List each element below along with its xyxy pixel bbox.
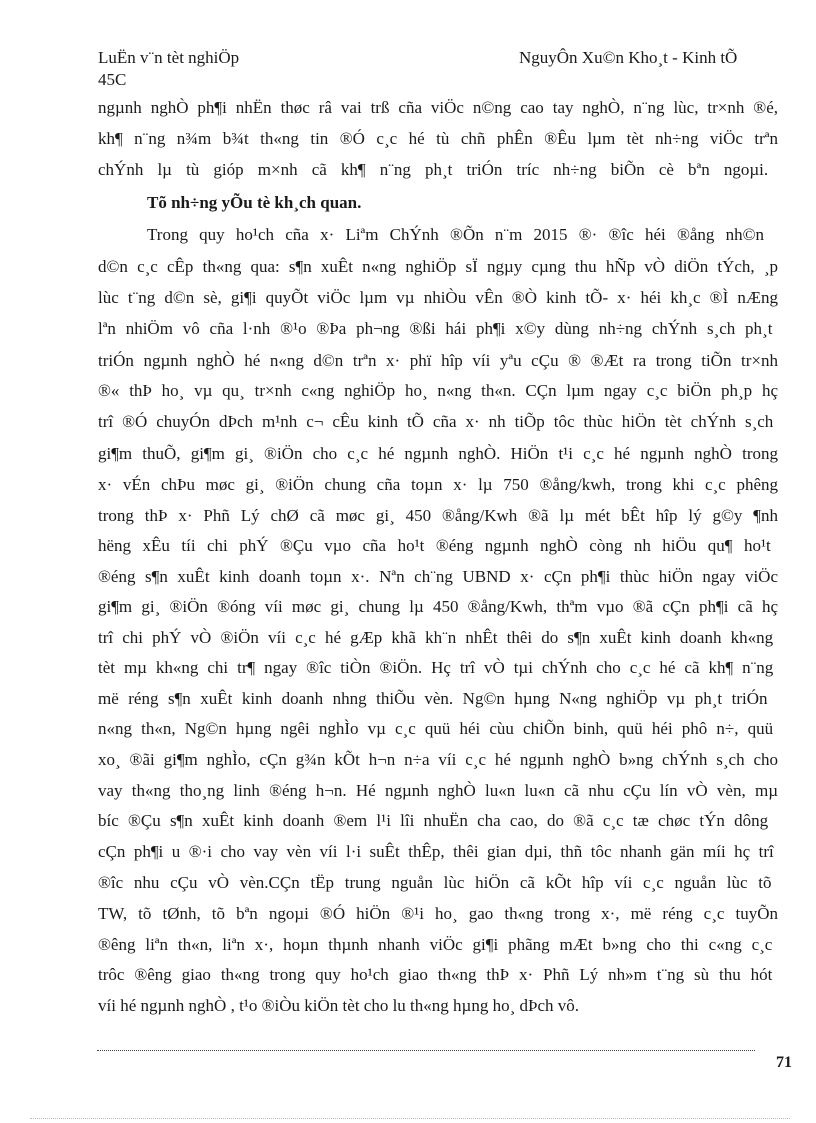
paragraph-line: gi¶m thuÕ, gi¶m gi¸ ®iÖn cho c¸c hé ngµnh nghÒ. HiÖn t¹i c¸c hé ngµnh nghÒ trong — [98, 444, 778, 463]
paragraph-line: kh¶ n¨ng n¾m b¾t th«ng tin ®Ó c¸c hé tù chñ phÊn ®Êu lµm tèt nh÷ng viÖc trªn — [98, 129, 778, 148]
paragraph-line: n«ng th«n, Ng©n hµng ngêi nghÌo vµ c¸c quü héi cùu chiÕn binh, quü héi phô n÷, quü — [98, 719, 774, 738]
paragraph-line: lùc t¨ng d©n sè, gi¶i quyÕt viÖc lµm vµ nhiÒu vÊn ®Ò kinh tÕ- x· héi kh¸c ®Ì nÆng — [98, 288, 778, 307]
paragraph-line: TW, tõ tØnh, tõ bªn ngoµi ®Ó hiÖn ®¹i ho¸ gao th«ng trong x·, më réng c¸c tuyÕn — [98, 904, 778, 923]
section-heading: Tõ nh÷ng yÕu tè kh¸ch quan. — [147, 193, 362, 212]
paragraph-line: bíc ®Çu s¶n xuÊt kinh doanh ®em l¹i lîi nhuËn cha cao, do ®ã c¸c tæ chøc tÝn dông — [98, 811, 769, 830]
header-author: NguyÔn Xu©n Kho¸t - Kinh tÕ — [519, 48, 738, 67]
paragraph-line: trôc ®êng giao th«ng trong quy ho¹ch giao th«ng thÞ x· Phñ Lý nh»m t¨ng sù thu hót — [98, 965, 773, 984]
paragraph-line: ®êng liªn th«n, liªn x·, hoµn thµnh nhanh viÖc gi¶i phãng mÆt b»ng cho thi c«ng c¸c — [98, 935, 773, 954]
paragraph-line: chÝnh lµ tù gióp m×nh cã kh¶ n¨ng ph¸t triÓn tríc nh÷ng biÕn cè bªn ngoµi. — [98, 160, 769, 179]
paragraph-line: tèt mµ kh«ng chi tr¶ ngay ®îc tiÒn ®iÖn. Hç trî vÒ tµi chÝnh cho c¸c hé cã kh¶ n¨ng — [98, 658, 774, 677]
paragraph-line: më réng s¶n xuÊt kinh doanh nhng thiÕu vèn. Ng©n hµng N«ng nghiÖp vµ ph¸t triÓn — [98, 689, 768, 708]
paragraph-line: Trong quy ho¹ch cña x· Liªm ChÝnh ®Õn n¨m 2015 ®· ®îc héi ®ång nh©n — [147, 225, 765, 244]
paragraph-line: cÇn ph¶i u ®·i cho vay vèn víi l·i suÊt thÊp, thêi gian dµi, thñ tôc nhanh gän míi hç trî — [98, 842, 774, 861]
page-bottom-divider — [30, 1118, 790, 1119]
paragraph-line: triÓn ngµnh nghÒ hé n«ng d©n trªn x· phï hîp víi yªu cÇu ® ®Æt ra trong tiÕn tr×nh — [98, 351, 778, 370]
paragraph-line: lªn nhiÖm vô cña l·nh ®¹o ®Þa ph¬ng ®ßi hái ph¶i x©y dùng nh÷ng chÝnh s¸ch ph¸t — [98, 319, 773, 338]
paragraph-line: gi¶m gi¸ ®iÖn ®óng víi møc gi¸ chung lµ 450 ®ång/Kwh, thªm vµo ®ã cÇn ph¶i cã hç — [98, 597, 778, 616]
paragraph-line: hëng xÊu tíi chi phÝ ®Çu vµo cña ho¹t ®éng ngµnh nghÒ còng nh hiÖu qu¶ ho¹t — [98, 536, 771, 555]
paragraph-line: trî chi phÝ vÒ ®iÖn víi c¸c hé gÆp khã kh¨n nhÊt thêi do s¶n xuÊt kinh doanh kh«ng — [98, 628, 774, 647]
paragraph-line: d©n c¸c cÊp th«ng qua: s¶n xuÊt n«ng nghiÖp sÏ ngµy cµng thu hÑp vÒ diÖn tÝch, ¸p — [98, 257, 778, 276]
paragraph-line: xo¸ ®ãi gi¶m nghÌo, cÇn g¾n kÕt h¬n n÷a víi c¸c hé ngµnh nghÒ b»ng chÝnh s¸ch cho — [98, 750, 778, 769]
page-number: 71 — [776, 1054, 792, 1071]
paragraph-line: víi hé ngµnh nghÒ , t¹o ®iÒu kiÖn tèt cho lu th«ng hµng ho¸ dÞch vô. — [98, 996, 579, 1015]
paragraph-line: trong thÞ x· Phñ Lý chØ cã møc gi¸ 450 ®ång/Kwh ®ã lµ mét bÊt hîp lý g©y ¶nh — [98, 506, 778, 525]
header-class-code: 45C — [98, 70, 127, 89]
paragraph-line: ®éng s¶n xuÊt kinh doanh toµn x·. Nªn ch¨ng UBND x· cÇn ph¶i thùc hiÖn ngay viÖc — [98, 567, 778, 586]
paragraph-line: vay th«ng tho¸ng linh ®éng h¬n. Hé ngµnh nghÒ lu«n lu«n cã nhu cÇu lín vÒ vèn, mµ — [98, 781, 778, 800]
header-thesis-title: LuËn v¨n tèt nghiÖp — [98, 48, 240, 67]
paragraph-line: trî ®Ó chuyÓn dÞch m¹nh c¬ cÊu kinh tÕ cña x· nh tiÕp tôc thùc hiÖn tèt chÝnh s¸ch — [98, 412, 774, 431]
footer-divider — [97, 1050, 755, 1051]
paragraph-line: ®« thÞ ho¸ vµ qu¸ tr×nh c«ng nghiÖp ho¸ n«ng th«n. CÇn lµm ngay c¸c biÖn ph¸p hç — [98, 381, 778, 400]
paragraph-line: ®îc nhu cÇu vÒ vèn.CÇn tËp trung nguån lùc hiÖn cã kÕt hîp víi c¸c nguån lùc tõ — [98, 873, 772, 892]
paragraph-line: x· vÉn chÞu møc gi¸ ®iÖn chung cña toµn x· lµ 750 ®ång/kwh, trong khi c¸c phêng — [98, 475, 778, 494]
paragraph-line: ngµnh nghÒ ph¶i nhËn thøc râ vai trß cña viÖc n©ng cao tay nghÒ, n¨ng lùc, tr×nh ®é, — [98, 98, 778, 117]
